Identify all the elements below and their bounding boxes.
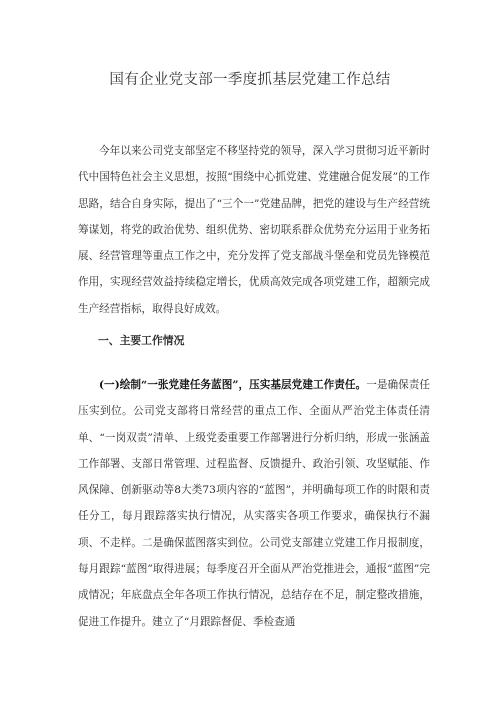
subsection-lead: (一)绘制“一张党建任务蓝图”，压实基层党建工作责任。 xyxy=(99,379,367,391)
intro-paragraph: 今年以来公司党支部坚定不移坚持党的领导，深入学习贯彻习近平新时代中国特色社会主义思想，按照“围绕中心抓党建、党建融合促发展”的工作思路，结合自身实际，提出了“三个一”党建品牌，把党的建设与生产经营统筹谋划，将党的政治优势、组织优势、密切联系群众优势充分运用于业务拓展、经营管理等重点工作之中，充分发挥了党支部战斗堡垒和党员先锋模范作用，实现经营效益持续稳定增长，优质高效完成各项党建工作，超额完成生产经营指标，取得良好成效。 xyxy=(78,145,430,315)
section-heading: 一、主要工作情况 xyxy=(98,334,185,347)
subsection-paragraph xyxy=(78,372,430,635)
document-title: 国有企业党支部一季度抓基层党建工作总结 xyxy=(109,72,391,88)
subsection-text: 一是确保责任压实到位。公司党支部将日常经营的重点工作、全面从严治党主体责任清单、“一岗双责”清单、上级党委重要工作部署进行分析归纳，形成一张涵盖工作部署、支部日常管理、过程监督、反馈提升、政治引领、攻坚赋能、作风保障、创新驱动等8大类73项内容的“蓝图”，并明确每项工作的时限和责任分工，每月跟踪落实执行情况，从实落实各项工作要求，确保执行不漏项、不走样。二是确保蓝图落实到位。公司党支部建立党建工作月报制度，每月跟踪“蓝图”取得进展；每季度召开全面从严治党推进会，通报“蓝图”完成情况；年底盘点全年各项工作执行情况，总结存在不足，制定整改措施，促进工作提升。建立了“月跟踪督促、季检查通 xyxy=(78,379,430,628)
